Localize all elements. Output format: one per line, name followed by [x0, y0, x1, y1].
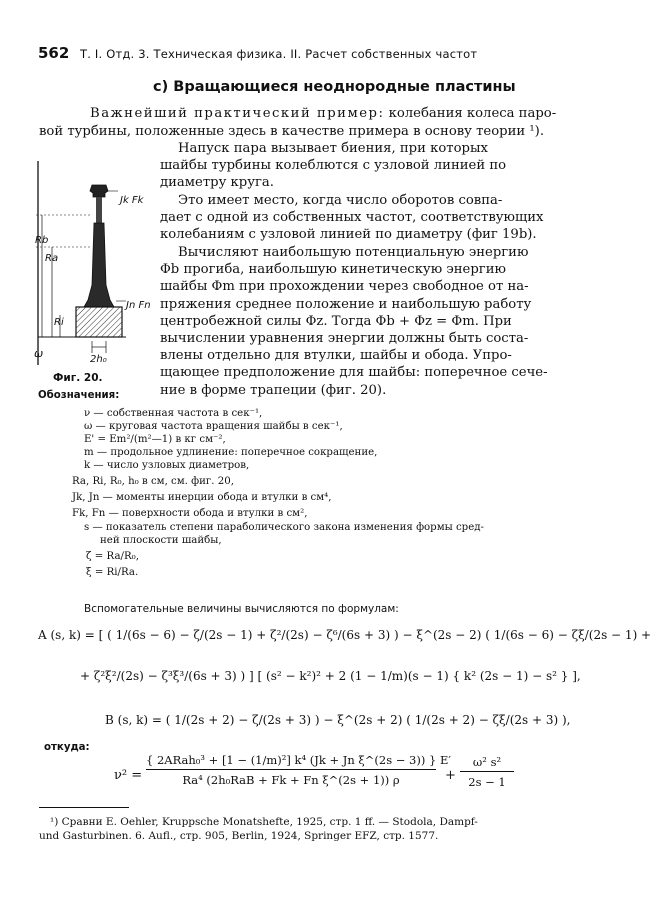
- notation-item: m — продольное удлинение: поперечное сокращение,: [84, 447, 378, 458]
- running-title: Т. I. Отд. 3. Техническая физика. II. Расчет собственных частот: [80, 47, 478, 61]
- omega-numerator: ω² s²: [460, 755, 514, 772]
- label-ra: Ra: [45, 253, 59, 264]
- notation-item: k — число узловых диаметров,: [84, 460, 250, 471]
- para3-line: Φb прогиба, наибольшую кинетическую энергию: [160, 262, 506, 278]
- para3-line: влены отдельно для втулки, шайбы и обода. Упро-: [160, 348, 512, 364]
- label-jk-fk: Jk Fk: [120, 195, 144, 206]
- para3-line: центробежной силы Φz. Тогда Φb + Φz = Φm. При: [160, 313, 512, 329]
- page-number: 562: [38, 44, 70, 62]
- footnote-line-2: und Gasturbinen. 6. Aufl., стр. 905, Berlin, 1924, Springer EFZ, стр. 1577.: [39, 830, 439, 842]
- para2-line: Это имеет место, когда число оборотов совпа-: [178, 193, 503, 208]
- omega-fraction: [460, 755, 514, 789]
- label-rb: Rb: [35, 235, 49, 246]
- nu-numerator: { 2ARah₀³ + [1 − (1/m)²] k⁴ (Jk + Jn ξ^(2s − 3)) } E′: [146, 753, 436, 770]
- notation-item: Ra, Ri, R₀, h₀ в см, см. фиг. 20,: [72, 476, 234, 487]
- intro-line-2: вой турбины, положенные здесь в качестве примера в основу теории ¹).: [39, 124, 545, 139]
- aux-intro: Вспомогательные величины вычисляются по формулам:: [84, 603, 399, 615]
- notation-item: ν — собственная частота в сек⁻¹,: [84, 408, 263, 419]
- para3-line: Вычисляют наибольшую потенциальную энергию: [178, 245, 529, 260]
- figure-caption: Фиг. 20.: [53, 372, 103, 384]
- formula-A-line-2: + ζ²ξ²/(2s) − ζ³ξ³/(6s + 3) ) ] [ (s² − k²)² + 2 (1 − 1/m)(s − 1) { k² (2s − 1) − s² } ],: [80, 669, 581, 683]
- notation-item: ξ = Ri/Ra.: [86, 567, 139, 578]
- nu-denominator: Ra⁴ (2h₀RaB + Fk + Fn ξ^(2s + 1)) ρ: [182, 773, 400, 787]
- label-2h0: 2h₀: [90, 354, 107, 365]
- intro-rest: колебания колеса паро-: [388, 106, 557, 121]
- para3-line: шайбы Φm при прохождении через свободное от на-: [160, 279, 529, 295]
- intro-spaced: Важнейший практический пример:: [90, 106, 385, 121]
- turbine-disk-profile-drawing: [34, 155, 162, 380]
- label-jn-fn: Jn Fn: [126, 300, 151, 311]
- para3-line: щающее предположение для шайбы: поперечное сече-: [160, 365, 548, 381]
- para3-line: вычислении уравнения энергии должны быть соста-: [160, 331, 529, 347]
- notation-item: ζ = Ra/R₀,: [86, 551, 139, 562]
- notation-item: ней плоскости шайбы,: [100, 535, 222, 546]
- para3-line: пряжения среднее положение и наибольшую работу: [160, 296, 532, 312]
- figure-20: [34, 155, 162, 380]
- nu-plus: +: [445, 768, 456, 783]
- omega-denominator: 2s − 1: [468, 775, 506, 789]
- para1-line: диаметру круга.: [160, 175, 274, 191]
- notation-item: Fk, Fn — поверхности обода и втулки в см²,: [72, 508, 308, 519]
- notation-item: s — показатель степени параболического закона изменения формы сред-: [84, 522, 484, 533]
- notation-item: E' = Em²/(m²—1) в кг см⁻²,: [84, 434, 226, 445]
- para2-line: колебаниям с узловой линией по диаметру (фиг 19b).: [160, 227, 537, 243]
- paragraph-3: [160, 244, 558, 399]
- para1-line: шайбы турбины колеблются с узловой линией по: [160, 158, 507, 174]
- notation-title: Обозначения:: [38, 390, 120, 401]
- notation-item: Jk, Jn — моменты инерции обода и втулки в см⁴,: [72, 492, 332, 503]
- notation-list: [72, 407, 559, 579]
- para2-line: дает с одной из собственных частот, соответствующих: [160, 210, 544, 226]
- formula-A-line-1: A (s, k) = [ ( 1/(6s − 6) − ζ/(2s − 1) + ζ²/(2s) − ζ⁶/(6s + 3) ) − ξ^(2s − 2) ( 1/(6s − 6) − ζξ/(2s − 1) +: [38, 628, 651, 642]
- paragraph-1: [160, 140, 558, 192]
- paragraph-2: [160, 192, 558, 244]
- nu-fraction: [146, 753, 451, 787]
- formula-B: B (s, k) = ( 1/(2s + 2) − ζ/(2s + 3) ) − ξ^(2s + 2) ( 1/(2s + 2) − ζξ/(2s + 3) ),: [105, 713, 571, 727]
- section-title: с) Вращающиеся неоднородные пластины: [153, 79, 516, 95]
- footnote-line-1: ¹) Сравни E. Oehler, Kruppsche Monatshefte, 1925, стр. 1 ff. — Stodola, Dampf-: [50, 816, 478, 828]
- otkuda-label: откуда:: [44, 742, 90, 753]
- notation-item: ω — круговая частота вращения шайбы в сек⁻¹,: [84, 421, 343, 432]
- nu-lhs: ν² =: [114, 768, 143, 783]
- intro-line-1: [90, 105, 556, 122]
- para1-line: Напуск пара вызывает биения, при которых: [178, 141, 488, 156]
- footnote-rule: [39, 807, 129, 808]
- para3-line: ние в форме трапеции (фиг. 20).: [160, 382, 387, 398]
- label-ri: Ri: [54, 317, 64, 328]
- label-omega: ω: [34, 347, 44, 360]
